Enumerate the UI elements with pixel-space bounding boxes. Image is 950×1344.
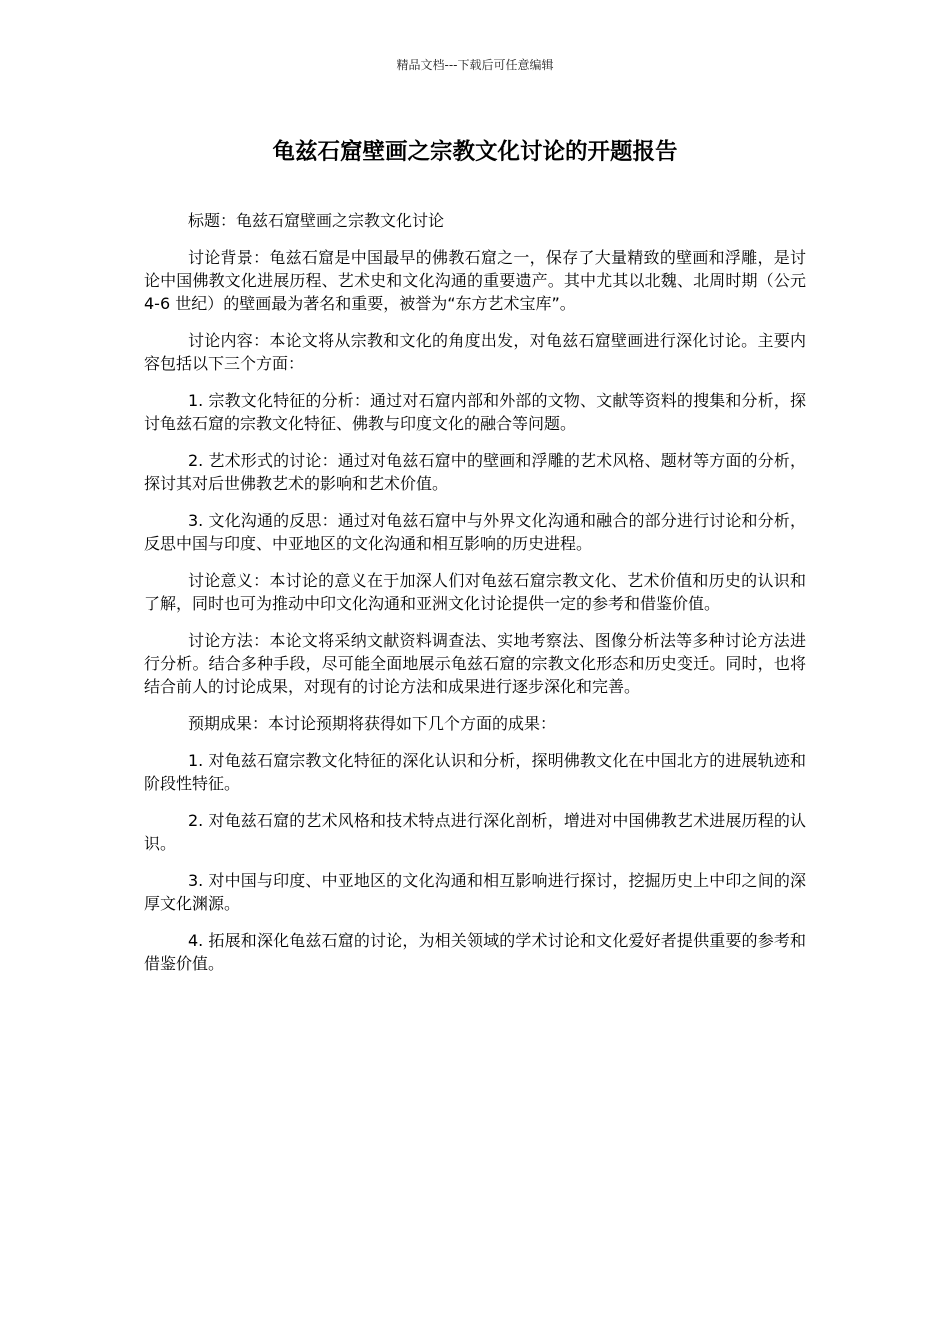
paragraph-background: 讨论背景：龟兹石窟是中国最早的佛教石窟之一，保存了大量精致的壁画和浮雕，是讨论中国佛教文化进展历程、艺术史和文化沟通的重要遗产。其中尤其以北魏、北周时期（公元 4-6 世纪）的壁画最为著名和重要，被誉为“东方艺术宝库”。 <box>144 248 806 313</box>
document-title: 龟兹石窟壁画之宗教文化讨论的开题报告 <box>272 139 678 165</box>
paragraph-content: 讨论内容：本论文将从宗教和文化的角度出发，对龟兹石窟壁画进行深化讨论。主要内容包括以下三个方面： <box>144 331 806 373</box>
paragraph-content-item-2: 2. 艺术形式的讨论：通过对龟兹石窟中的壁画和浮雕的艺术风格、题材等方面的分析，探讨其对后世佛教艺术的影响和艺术价值。 <box>144 451 806 493</box>
paragraph-title-line: 标题：龟兹石窟壁画之宗教文化讨论 <box>188 211 445 230</box>
paragraph-result-item-1: 1. 对龟兹石窟宗教文化特征的深化认识和分析，探明佛教文化在中国北方的进展轨迹和阶段性特征。 <box>144 751 806 793</box>
paragraph-result-item-3: 3. 对中国与印度、中亚地区的文化沟通和相互影响进行探讨，挖掘历史上中印之间的深厚文化渊源。 <box>144 871 806 913</box>
paragraph-result-item-4: 4. 拓展和深化龟兹石窟的讨论，为相关领域的学术讨论和文化爱好者提供重要的参考和借鉴价值。 <box>144 931 806 973</box>
page-header: 精品文档---下载后可任意编辑 <box>396 58 554 72</box>
paragraph-result-item-2: 2. 对龟兹石窟的艺术风格和技术特点进行深化剖析，增进对中国佛教艺术进展历程的认识。 <box>144 811 806 853</box>
document-body <box>144 209 806 989</box>
paragraph-content-item-3: 3. 文化沟通的反思：通过对龟兹石窟中与外界文化沟通和融合的部分进行讨论和分析，反思中国与印度、中亚地区的文化沟通和相互影响的历史进程。 <box>144 511 806 553</box>
paragraph-methods: 讨论方法：本论文将采纳文献资料调查法、实地考察法、图像分析法等多种讨论方法进行分析。结合多种手段，尽可能全面地展示龟兹石窟的宗教文化形态和历史变迁。同时，也将结合前人的讨论成果，对现有的讨论方法和成果进行逐步深化和完善。 <box>144 631 806 696</box>
paragraph-content-item-1: 1. 宗教文化特征的分析：通过对石窟内部和外部的文物、文献等资料的搜集和分析，探讨龟兹石窟的宗教文化特征、佛教与印度文化的融合等问题。 <box>144 391 806 433</box>
paragraph-significance: 讨论意义：本讨论的意义在于加深人们对龟兹石窟宗教文化、艺术价值和历史的认识和了解，同时也可为推动中印文化沟通和亚洲文化讨论提供一定的参考和借鉴价值。 <box>144 571 806 613</box>
paragraph-expected-results: 预期成果：本讨论预期将获得如下几个方面的成果： <box>188 714 557 733</box>
